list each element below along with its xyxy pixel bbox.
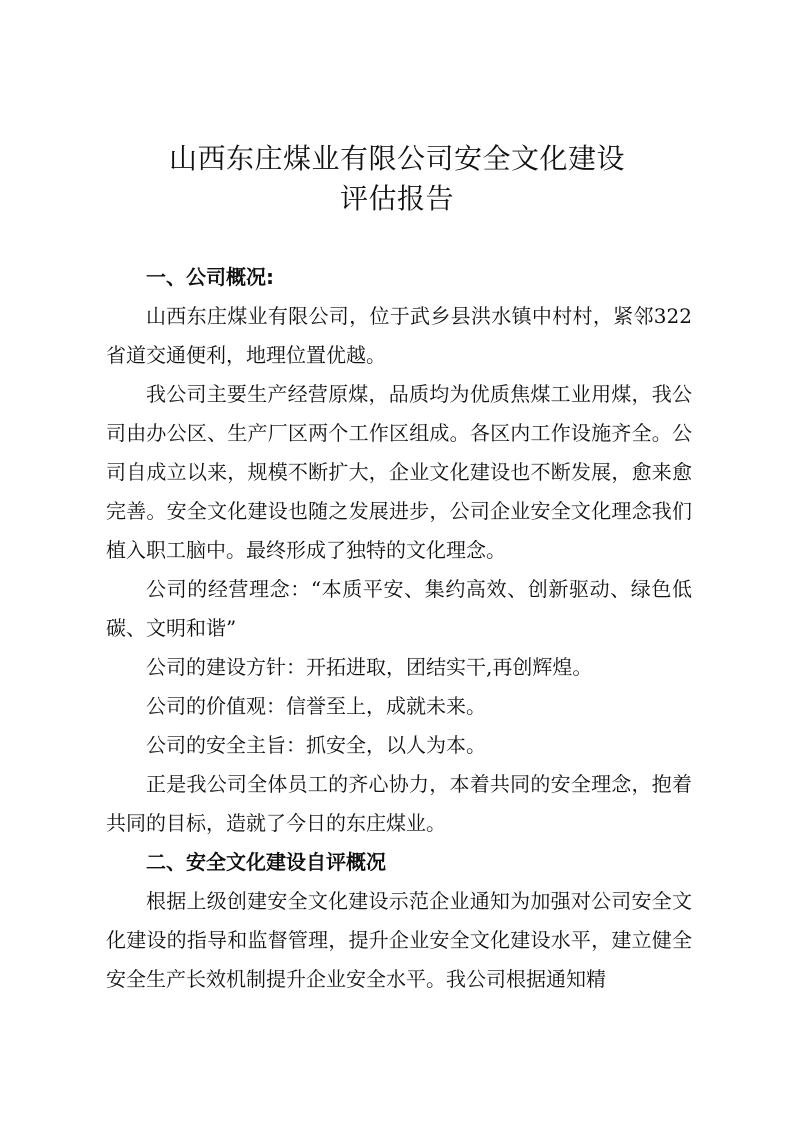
paragraph-location: 山西东庄煤业有限公司，位于武乡县洪水镇中村村，紧邻322 省道交通便利，地理位置优越。 [106, 304, 692, 367]
section-heading-self-evaluation: 二、安全文化建设自评概况 [146, 850, 386, 874]
document-title-line-1: 山西东庄煤业有限公司安全文化建设 [168, 142, 625, 175]
section-heading-overview: 一、公司概况: [146, 265, 274, 289]
paragraph-self-evaluation: 根据上级创建安全文化建设示范企业通知为加强对公司安全文化建设的指导和监督管理，提升企业安全文化建设水平，建立健全安全生产长效机制提升企业安全水平。我公司根据通知精 [106, 889, 692, 991]
paragraph-safety-principle: 公司的安全主旨：抓安全，以人为本。 [146, 733, 486, 757]
paragraph-business-philosophy: 公司的经营理念：“本质平安、集约高效、创新驱动、绿色低碳、文明和谐” [106, 577, 692, 640]
paragraph-construction-policy: 公司的建设方针：开拓进取，团结实干,再创辉煌。 [146, 655, 593, 679]
paragraph-business: 我公司主要生产经营原煤，品质均为优质焦煤工业用煤，我公司由办公区、生产厂区两个工作区组成。各区内工作设施齐全。公司自成立以来，规模不断扩大，企业文化建设也不断发展，愈来愈完善。安全文化建设也随之发展进步，公司企业安全文化理念我们植入职工脑中。最终形成了独特的文化理念。 [106, 382, 692, 562]
document-body [106, 258, 692, 999]
paragraph-conclusion: 正是我公司全体员工的齐心协力，本着共同的安全理念，抱着共同的目标，造就了今日的东庄煤业。 [106, 772, 692, 835]
paragraph-values: 公司的价值观：信誉至上，成就未来。 [146, 694, 486, 718]
document-title-line-2: 评估报告 [339, 182, 454, 215]
